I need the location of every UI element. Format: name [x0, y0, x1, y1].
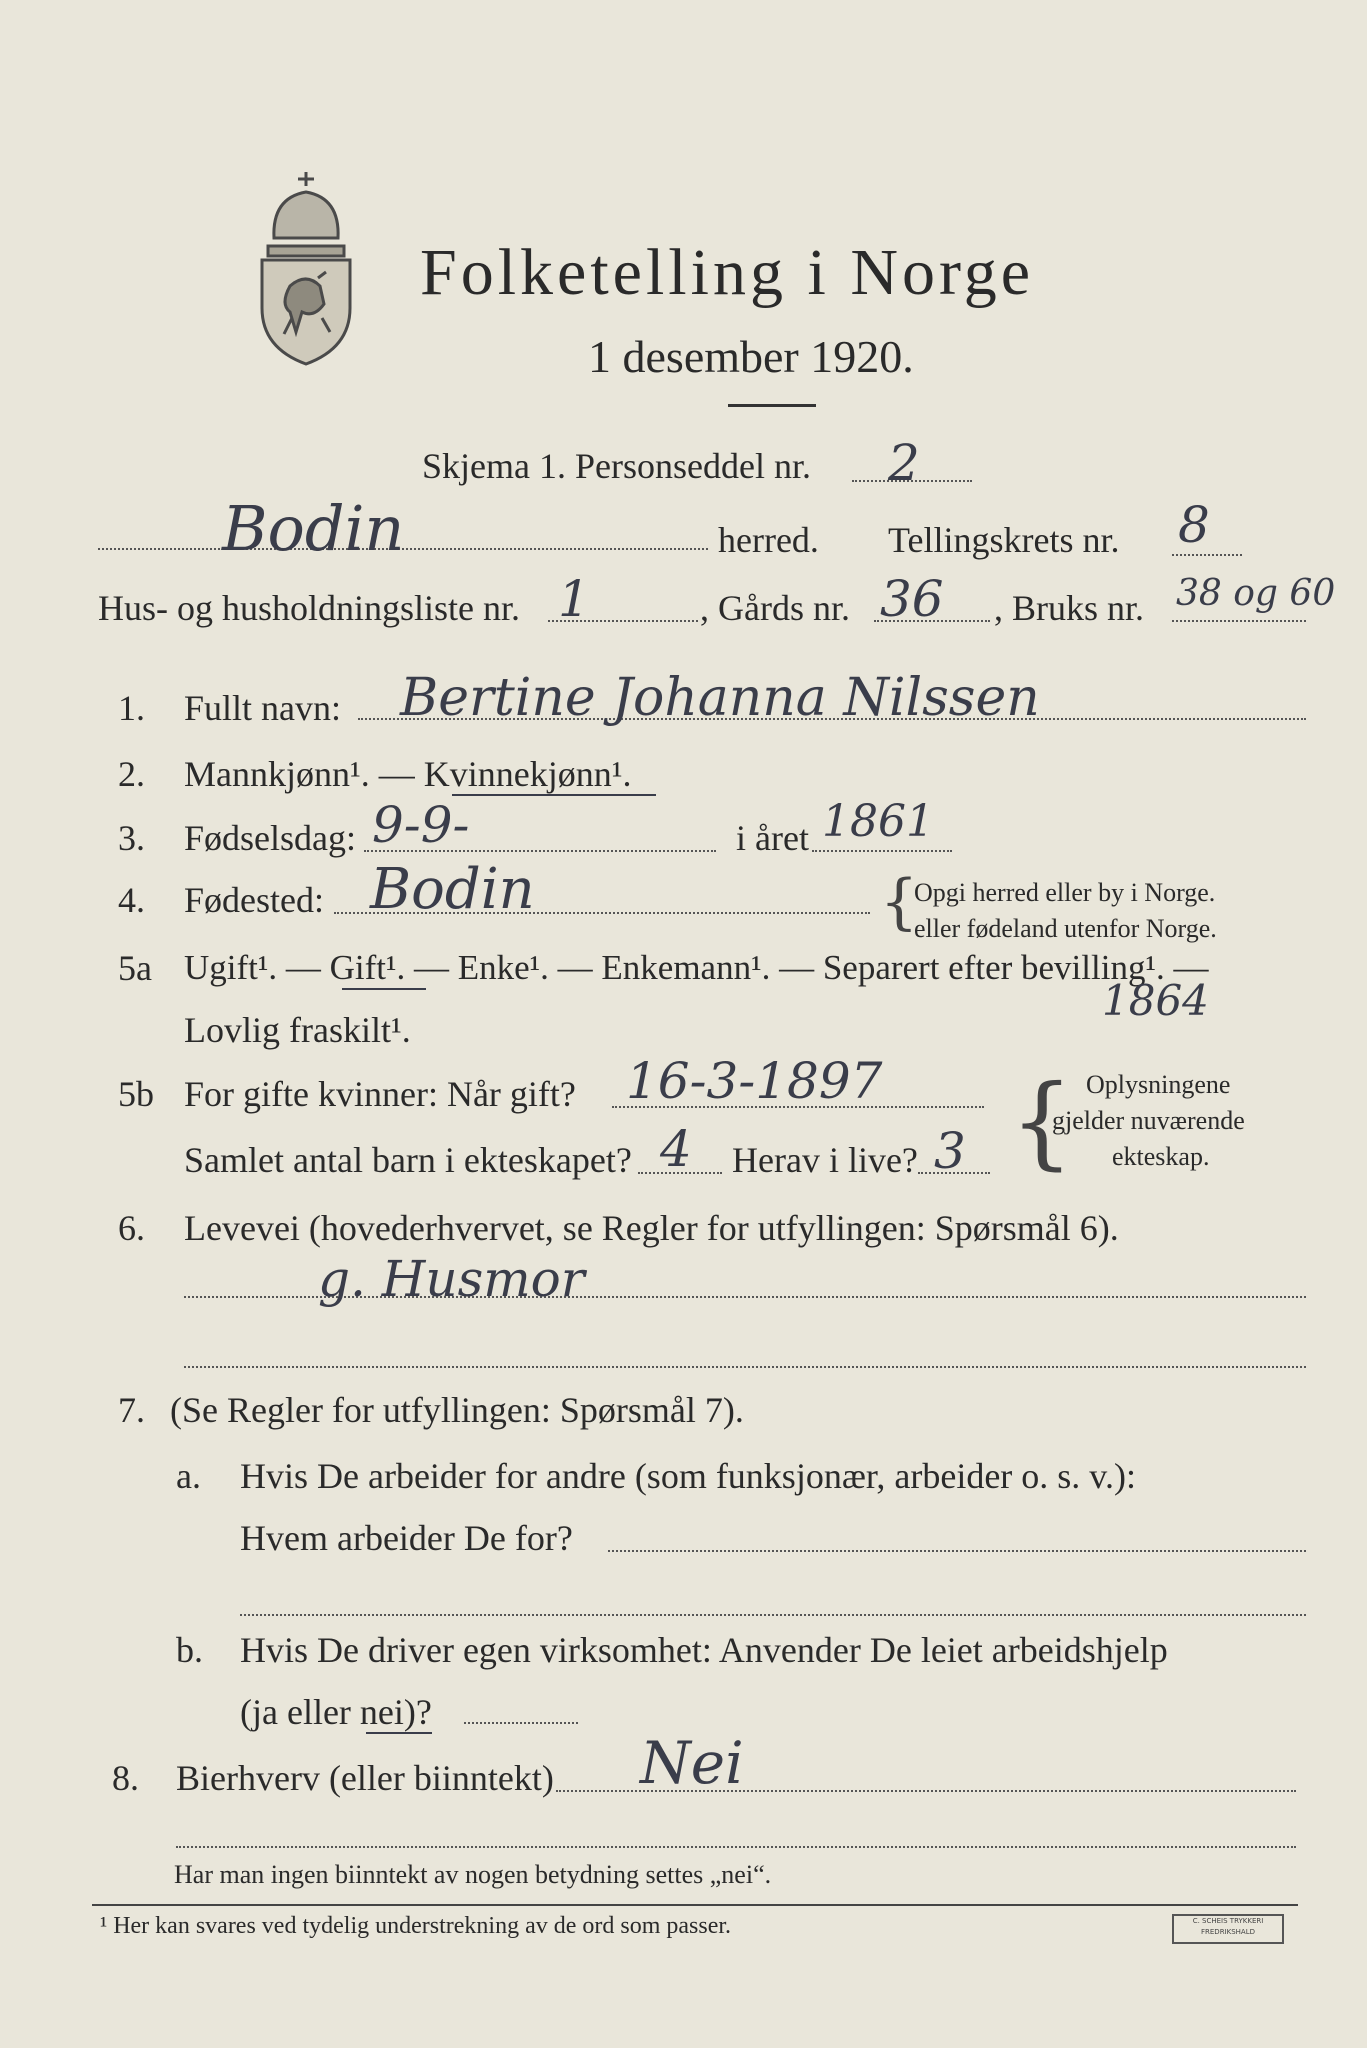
children-count-value[interactable]: 4	[660, 1120, 692, 1178]
q5b-note-line3: ekteskap.	[1112, 1142, 1210, 1171]
q7-number: 7.	[118, 1390, 145, 1430]
bruks-line	[1172, 620, 1306, 622]
footnote: ¹ Her kan svares ved tydelig understrekning av de ord som passer.	[100, 1913, 732, 1939]
gards-label: , Gårds nr.	[700, 588, 850, 628]
q3-number: 3.	[118, 818, 145, 858]
hired-help-line	[464, 1722, 578, 1724]
q5b-brace: {	[1010, 1063, 1074, 1180]
birthday-value[interactable]: 9-9-	[372, 796, 470, 854]
side-income-value[interactable]: Nei	[640, 1729, 744, 1797]
q4-number: 4.	[118, 880, 145, 920]
q4-label: Fødested:	[184, 880, 324, 920]
skjema-label: Skjema 1. Personseddel nr.	[422, 446, 811, 486]
q1-label: Fullt navn:	[184, 688, 342, 728]
q6-number: 6.	[118, 1208, 145, 1248]
q3-label: Fødselsdag:	[184, 818, 357, 858]
occupation-line-2	[184, 1366, 1306, 1368]
marital-underline-gift	[342, 988, 426, 990]
q7b-label-line2: (ja eller nei)?	[240, 1692, 432, 1732]
employer-line-1	[608, 1550, 1306, 1552]
birth-year-line	[812, 850, 952, 852]
q7a-label: Hvis De arbeider for andre (som funksjonær, arbeider o. s. v.):	[240, 1456, 1136, 1496]
printer-stamp	[1172, 1914, 1284, 1944]
marital-status-options: Ugift¹. — Gift¹. — Enke¹. — Enkemann¹. — Separert efter bevilling¹. —	[184, 948, 1209, 987]
bruks-value[interactable]: 38 og 60	[1176, 573, 1336, 614]
printer-stamp-text: C. SCHEIS TRYKKERI FREDRIKSHALD	[1192, 1917, 1264, 1936]
q7b-label: Hvis De driver egen virksomhet: Anvender De leiet arbeidshjelp	[240, 1630, 1168, 1670]
form-date: 1 desember 1920.	[588, 331, 914, 382]
q4-note-line1: Opgi herred eller by i Norge.	[914, 878, 1216, 907]
marriage-date-value[interactable]: 16-3-1897	[626, 1052, 883, 1110]
birthplace-value[interactable]: Bodin	[370, 857, 535, 922]
side-income-note: Har man ingen biinntekt av nogen betydning settes „nei“.	[174, 1860, 772, 1889]
q4-brace: {	[880, 867, 919, 937]
q5b-label: For gifte kvinner: Når gift?	[184, 1074, 576, 1114]
q5b-number: 5b	[118, 1074, 154, 1114]
q8-label: Bierhverv (eller biinntekt)	[176, 1758, 554, 1798]
side-income-line-2	[176, 1846, 1296, 1848]
full-name-value[interactable]: Bertine Johanna Nilssen	[400, 668, 1040, 728]
norway-coat-of-arms-icon	[252, 168, 360, 368]
q5b-note-line2: gjelder nuværende	[1052, 1106, 1245, 1135]
q4-note-line2: eller fødeland utenfor Norge.	[914, 914, 1217, 943]
gender-options: Mannkjønn¹. — Kvinnekjønn¹.	[184, 754, 632, 794]
children-label: Samlet antal barn i ekteskapet?	[184, 1140, 632, 1180]
q7a-letter: a.	[176, 1456, 201, 1496]
q2-number: 2.	[118, 754, 145, 794]
q7b-letter: b.	[176, 1630, 203, 1670]
hus-label: Hus- og husholdningsliste nr.	[98, 588, 521, 628]
hus-value[interactable]: 1	[558, 570, 590, 628]
tellingskrets-line	[1172, 554, 1242, 556]
bruks-label: , Bruks nr.	[994, 588, 1145, 628]
q8-number: 8.	[112, 1758, 139, 1798]
gender-underline-kvinnekjonn	[452, 794, 656, 796]
q7b-underline-nei	[366, 1732, 432, 1734]
marital-status-options-line2: Lovlig fraskilt¹.	[184, 1010, 411, 1050]
children-alive-value[interactable]: 3	[934, 1122, 966, 1180]
q5a-number: 5a	[118, 948, 152, 988]
gards-value[interactable]: 36	[880, 570, 944, 628]
occupation-value[interactable]: g. Husmor	[318, 1250, 585, 1308]
employer-line-2	[240, 1614, 1306, 1616]
q1-number: 1.	[118, 688, 145, 728]
footnote-divider	[92, 1904, 1298, 1906]
q5b-note-line1: Oplysningene	[1086, 1070, 1231, 1099]
skjema-number-value[interactable]: 2	[888, 434, 920, 492]
q7a-label-line2: Hvem arbeider De for?	[240, 1518, 573, 1558]
birth-year-value[interactable]: 1861	[822, 796, 934, 847]
tellingskrets-label: Tellingskrets nr.	[888, 520, 1120, 560]
form-title: Folketelling i Norge	[420, 236, 1035, 309]
q7-label: (Se Regler for utfyllingen: Spørsmål 7).	[170, 1390, 744, 1430]
herred-label: herred.	[718, 520, 819, 560]
title-divider	[728, 404, 816, 407]
alive-label: Herav i live?	[732, 1140, 918, 1180]
birth-year-label: i året	[736, 818, 809, 858]
marriage-year-annotation[interactable]: 1864	[1102, 976, 1209, 1025]
q6-label: Levevei (hovederhvervet, se Regler for utfyllingen: Spørsmål 6).	[184, 1208, 1119, 1248]
herred-value[interactable]: Bodin	[222, 492, 405, 565]
tellingskrets-value[interactable]: 8	[1178, 496, 1210, 554]
